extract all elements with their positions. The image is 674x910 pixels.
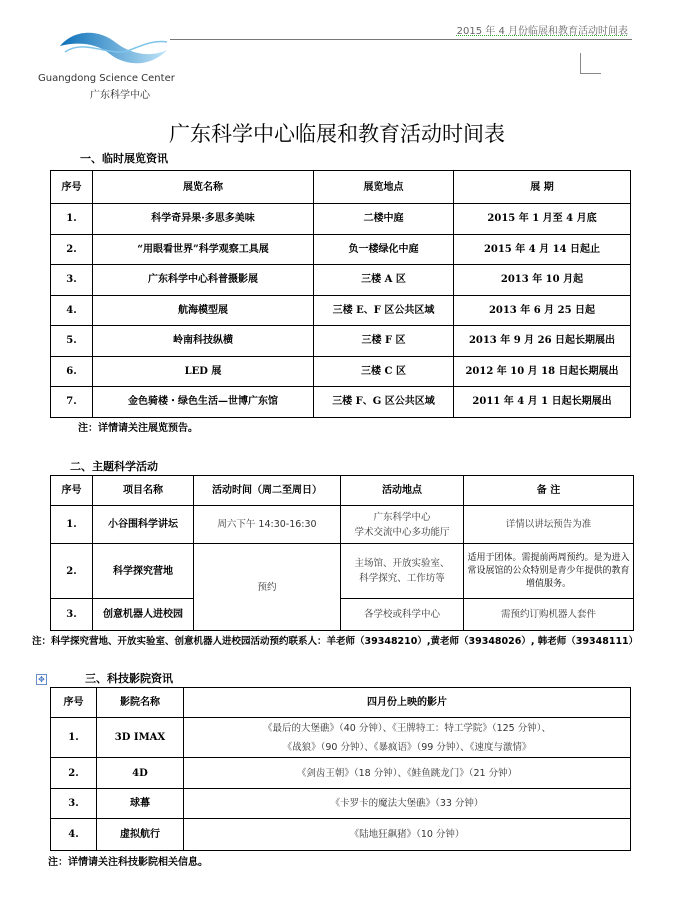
place-line: 科学探究、工作坊等 (359, 573, 445, 584)
activity-remark: 详情以讲坛预告为准 (464, 506, 634, 544)
exhibition-location: 三楼 A 区 (314, 265, 454, 296)
table-row (51, 718, 631, 758)
film-line: 《卡罗卡的魔法大堡礁》（33 分钟） (330, 798, 484, 809)
film-list (184, 758, 631, 789)
page-title: 广东科学中心临展和教育活动时间表 (169, 122, 505, 146)
exhibition-period: 2013 年 9 月 26 日起长期展出 (454, 326, 631, 357)
activity-place (341, 544, 464, 599)
exhibition-period: 2015 年 1 月至 4 月底 (454, 204, 631, 235)
exhibition-name: “用眼看世界”科学观察工具展 (93, 234, 314, 265)
table-row (51, 599, 634, 631)
row-number: 1. (51, 506, 93, 544)
section2-note: 注：科学探究营地、开放实验室、创意机器人进校园活动预约联系人：羊老师（39348210）,黄老师（39348026）, 韩老师（39348111） (32, 636, 639, 647)
table-row (51, 265, 631, 296)
table-row (51, 789, 631, 819)
exhibition-name: 金色骑楼・绿色生活—世博广东馆 (93, 387, 314, 418)
table-row (51, 819, 631, 851)
running-header: 2015 年 4 月份临展和教育活动时间表 (456, 26, 628, 37)
row-number: 2. (51, 758, 97, 789)
place-line: 广东科学中心 (373, 511, 431, 523)
section3-heading: 三、科技影院资讯 (85, 672, 173, 685)
exhibition-name: 岭南科技纵横 (93, 326, 314, 357)
exhibition-location: 三楼 C 区 (314, 356, 454, 387)
exhibition-period: 2012 年 10 月 18 日起长期展出 (454, 356, 631, 387)
row-number: 6. (51, 356, 93, 387)
logo-wave-icon (55, 28, 170, 68)
place-line: 学术交流中心多功能厅 (354, 526, 450, 538)
place-line: 主场馆、开放实验室、 (354, 558, 450, 569)
activity-name: 创意机器人进校园 (93, 599, 194, 631)
film-line: 《最后的大堡礁》（40 分钟）、《王牌特工：特工学院》（125 分钟）、 (262, 722, 551, 734)
row-number: 2. (51, 544, 93, 599)
table-row (51, 204, 631, 235)
cinema-name: 3D IMAX (97, 718, 184, 758)
row-number: 4. (51, 819, 97, 851)
column-header: 序号 (51, 171, 93, 204)
cinema-name: 球幕 (97, 789, 184, 819)
row-number: 7. (51, 387, 93, 418)
column-header: 序号 (51, 688, 97, 718)
activity-place (341, 506, 464, 544)
table-row (51, 758, 631, 789)
film-list (184, 789, 631, 819)
row-number: 5. (51, 326, 93, 357)
activity-time: 周六下午 14:30-16:30 (194, 506, 341, 544)
column-header: 展览名称 (93, 171, 314, 204)
activity-remark: 需预约订购机器人套件 (464, 599, 634, 631)
logo-english: Guangdong Science Center (38, 73, 175, 84)
column-header: 活动地点 (341, 476, 464, 506)
cinema-table (50, 687, 631, 851)
activity-name: 科学探究营地 (93, 544, 194, 599)
table-row (51, 356, 631, 387)
row-number: 4. (51, 295, 93, 326)
section1-heading: 一、临时展览资讯 (80, 152, 168, 165)
film-line: 《战狼》（90 分钟）、《暴疯语》（99 分钟）、《速度与激情》 (282, 741, 532, 753)
exhibition-location: 二楼中庭 (314, 204, 454, 235)
table-row (51, 387, 631, 418)
exhibition-period: 2015 年 4 月 14 日起止 (454, 234, 631, 265)
exhibition-name: 广东科学中心科普摄影展 (93, 265, 314, 296)
activity-name: 小谷围科学讲坛 (93, 506, 194, 544)
table-header-row (51, 688, 631, 718)
cinema-name: 4D (97, 758, 184, 789)
table-row (51, 295, 631, 326)
table-header-row (51, 171, 631, 204)
exhibition-period: 2013 年 6 月 25 日起 (454, 295, 631, 326)
header-rule (170, 39, 632, 40)
section3-note: 注：详情请关注科技影院相关信息。 (48, 857, 208, 868)
exhibition-name: LED 展 (93, 356, 314, 387)
row-number: 3. (51, 789, 97, 819)
table-header-row (51, 476, 634, 506)
cinema-name: 虚拟航行 (97, 819, 184, 851)
exhibition-name: 航海模型展 (93, 295, 314, 326)
exhibition-table (50, 170, 631, 418)
exhibition-location: 三楼 E、F 区公共区域 (314, 295, 454, 326)
margin-corner-mark (580, 53, 601, 74)
table-move-handle-icon[interactable]: ✥ (36, 674, 47, 685)
film-list (184, 718, 631, 758)
exhibition-period: 2013 年 10 月起 (454, 265, 631, 296)
column-header: 活动时间（周二至周日） (194, 476, 341, 506)
section2-heading: 二、主题科学活动 (70, 460, 158, 473)
row-number: 1. (51, 718, 97, 758)
column-header: 序号 (51, 476, 93, 506)
table-row (51, 506, 634, 544)
activity-remark: 适用于团体。需提前两周预约。是为进入常设展馆的公众特别是青少年提供的教育增值服务。 (464, 544, 634, 599)
column-header: 备 注 (464, 476, 634, 506)
exhibition-location: 三楼 F 区 (314, 326, 454, 357)
column-header: 展 期 (454, 171, 631, 204)
activity-place: 各学校或科学中心 (341, 599, 464, 631)
table-row (51, 544, 634, 599)
column-header: 四月份上映的影片 (184, 688, 631, 718)
column-header: 项目名称 (93, 476, 194, 506)
column-header: 影院名称 (97, 688, 184, 718)
row-number: 3. (51, 599, 93, 631)
film-line: 《剑齿王朝》（18 分钟）、《鲑鱼跳龙门》（21 分钟） (296, 767, 518, 779)
table-row (51, 326, 631, 357)
exhibition-location: 负一楼绿化中庭 (314, 234, 454, 265)
exhibition-period: 2011 年 4 月 1 日起长期展出 (454, 387, 631, 418)
exhibition-name: 科学奇异果·多思多美味 (93, 204, 314, 235)
table-row (51, 234, 631, 265)
row-number: 3. (51, 265, 93, 296)
column-header: 展览地点 (314, 171, 454, 204)
activity-time: 预约 (194, 544, 341, 631)
logo-chinese: 广东科学中心 (90, 90, 150, 101)
film-line: 《陆地狂飙猪》（10 分钟） (349, 829, 465, 840)
section1-note: 注：详情请关注展览预告。 (78, 423, 198, 434)
row-number: 1. (51, 204, 93, 235)
activity-table (50, 475, 634, 631)
film-list (184, 819, 631, 851)
exhibition-location: 三楼 F、G 区公共区域 (314, 387, 454, 418)
row-number: 2. (51, 234, 93, 265)
